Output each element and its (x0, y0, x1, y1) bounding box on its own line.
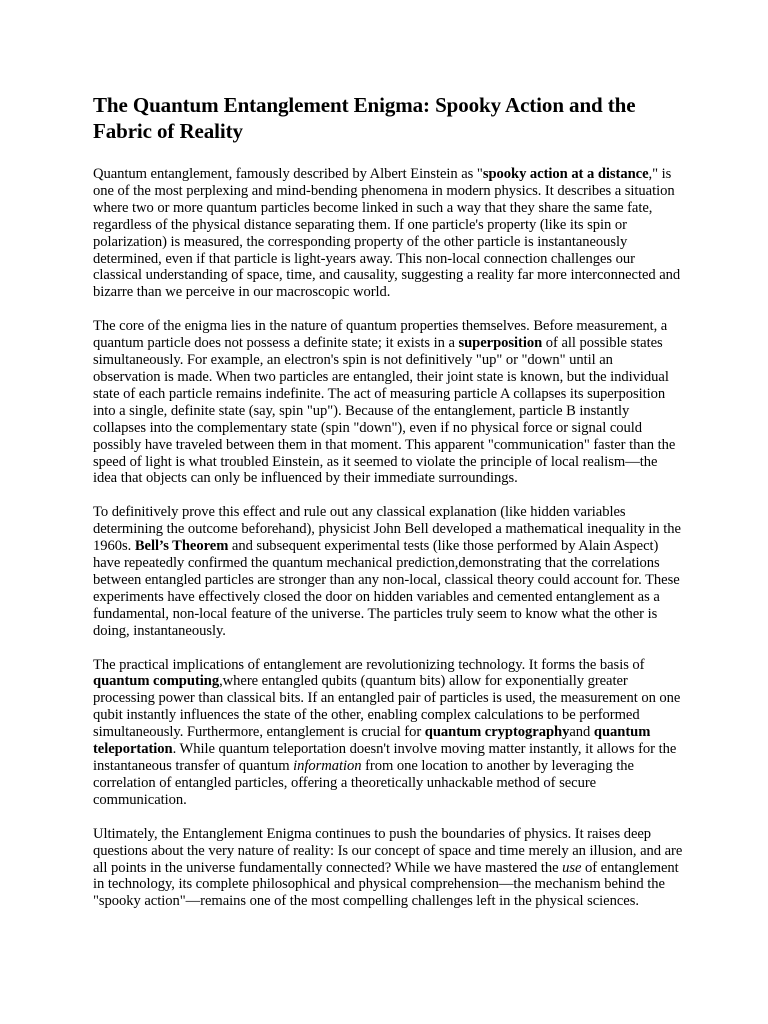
text-run: and subsequent experimental tests (like those performed by Alain Aspect) have repeatedly confirmed the quantum mechanical prediction,demonstrating that the correlations between entangled particles are stronger than any non-local, classical theory could account for. These experiments have effectively closed the door on hidden variables and cemented entanglement as a fundamental, non-local feature of the universe. The particles truly seem to know what the other is doing, instantaneously. (93, 538, 680, 639)
article-title: The Quantum Entanglement Enigma: Spooky Action and the Fabric of Reality (93, 93, 636, 143)
bold-term: superposition (458, 335, 543, 352)
italic-term: information (293, 758, 362, 774)
text-run: ," is one of the most perplexing and mind-bending phenomena in modern physics. It describes a situation where two or more quantum particles become linked in such a way that they share the same fate, regardless of the physical distance separating them. If one particle's property (like its spin or polarization) is measured, the corresponding property of the other particle is instantaneously determined, even if that particle is light-years away. This non-local connection challenges our classical understanding of space, time, and causality, suggesting a reality far more interconnected and bizarre than we perceive in our macroscopic world. (93, 166, 681, 301)
paragraph-conclusion (93, 826, 683, 911)
text-run: The core of the enigma lies in the nature of quantum properties themselves. Before measurement, a quantum particle does not possess a definite state; it exists in a (93, 318, 668, 352)
italic-term: use (562, 859, 582, 876)
paragraph-superposition (93, 318, 683, 487)
text-run: Quantum entanglement, famously described by Albert Einstein as " (93, 166, 483, 182)
paragraph-intro (93, 166, 683, 301)
paragraph-applications (93, 657, 683, 809)
bold-term: quantum computing (93, 673, 220, 690)
bold-term: Bell’s Theorem (134, 538, 229, 555)
text-run: Ultimately, the Entanglement Enigma continues to push the boundaries of physics. It raises deep questions about the very nature of reality: Is our concept of space and time merely an illusion, and are all points in the universe fundamentally connected? While we have mastered the (93, 825, 683, 876)
text-run: The practical implications of entanglement are revolutionizing technology. It forms the basis of (93, 656, 645, 673)
text-run: of all possible states simultaneously. For example, an electron's spin is not definitively "up" or "down" until an observation is made. When two particles are entangled, their joint state is known, but the individual state of each particle remains indefinite. The act of measuring particle A collapses its superposition into a single, definite state (say, spin "up"). Because of the entanglement, particle B instantly collapses into the complementary state (spin "down"), even if no physical force or signal could possibly have traveled between them in that moment. This apparent "communication" faster than the speed of light is what troubled Einstein, as it seemed to violate the principle of local realism—the idea that objects can only be influenced by their immediate surroundings. (93, 335, 676, 487)
bold-term: quantum teleportation (93, 724, 651, 758)
text-run: To definitively prove this effect and rule out any classical explanation (like hidden variables determining the outcome beforehand), physicist John Bell developed a mathematical inequality in the 1960s. (93, 504, 681, 555)
paragraph-bells-theorem (93, 504, 683, 639)
article-body (93, 92, 683, 927)
text-run: ,where entangled qubits (quantum bits) allow for exponentially greater processing power than classical bits. If an entangled pair of particles is used, the measurement on one qubit instantly influences the state of the other, enabling complex calculations to be performed simultaneously. Furthermore, entanglement is crucial for (93, 673, 681, 741)
bold-term: spooky action at a distance (482, 166, 649, 182)
bold-term: quantum cryptography (424, 724, 570, 741)
text-run: . While quantum teleportation doesn't involve moving matter instantly, it allows for the instantaneous transfer of quantum (93, 741, 677, 774)
text-run: from one location to another by leveraging the correlation of entangled particles, offering a theoretically unhackable method of secure communication. (93, 758, 634, 808)
text-run: of entanglement in technology, its complete philosophical and physical comprehension—the mechanism behind the "spooky action"—remains one of the most compelling challenges left in the physical sciences. (93, 859, 679, 910)
text-run: and (569, 724, 594, 741)
